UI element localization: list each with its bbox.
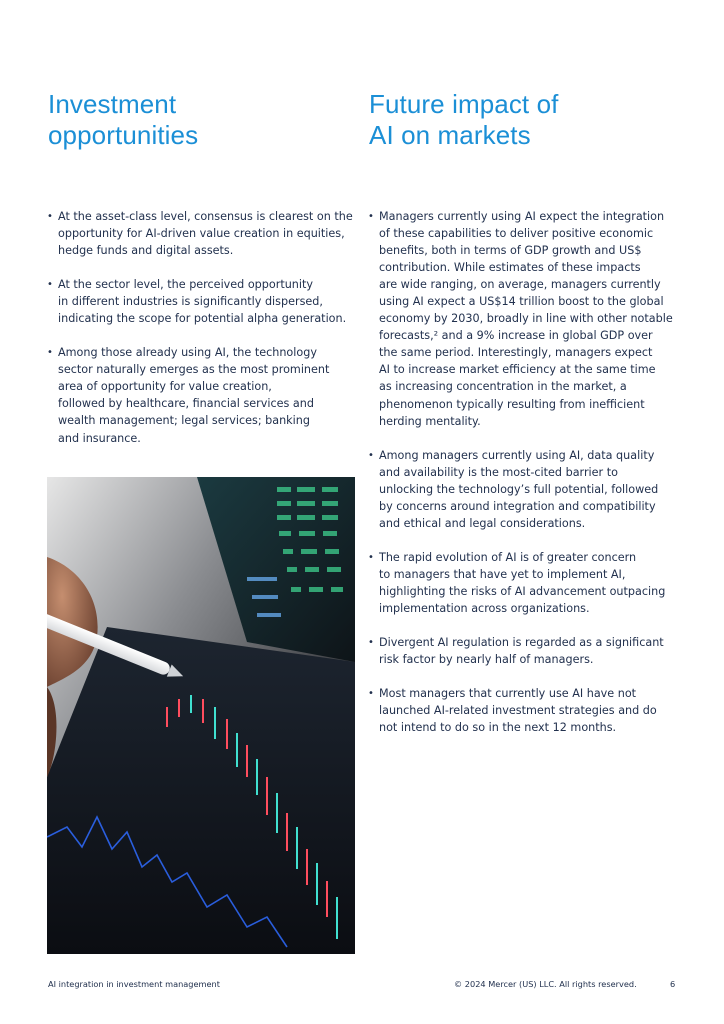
bullet-icon: •	[47, 347, 53, 359]
investment-opportunities-list	[47, 208, 357, 464]
list-item: • At the sector level, the perceived opportunity in different industries is significantly dispersed, indicating the scope for potential alpha generation.	[47, 278, 347, 326]
trading-tablet-photo	[47, 477, 355, 954]
list-item: • Most managers that currently use AI have not launched AI-related investment strategies and do not intend to do so in the next 12 months.	[368, 687, 657, 735]
list-item: • Among managers currently using AI, data quality and availability is the most-cited barrier to unlocking the technology’s full potential, followed by concerns around integration and compatibility and ethical and legal considerations.	[368, 448, 659, 530]
bullet-icon: •	[368, 449, 374, 461]
bullet-icon: •	[368, 551, 374, 563]
future-impact-list	[368, 208, 680, 753]
bullet-icon: •	[47, 211, 53, 222]
footer-document-title: AI integration in investment management	[48, 979, 220, 989]
bullet-icon: •	[368, 688, 374, 700]
left-section-heading: Investment opportunities	[48, 89, 199, 150]
footer-copyright: © 2024 Mercer (US) LLC. All rights reserved.	[454, 979, 637, 989]
bullet-icon: •	[368, 637, 374, 649]
list-item: • Divergent AI regulation is regarded as a significant risk factor by nearly half of managers.	[368, 636, 664, 667]
list-item: • At the asset-class level, consensus is clearest on the opportunity for AI-driven value creation in equities, hedge funds and digital assets.	[47, 210, 353, 258]
bullet-icon: •	[47, 279, 53, 291]
list-item: • The rapid evolution of AI is of greater concern to managers that have yet to implement AI, highlighting the risks of AI advancement outpacing implementation across organizations.	[368, 550, 666, 615]
bullet-icon: •	[368, 211, 374, 222]
list-item: • Managers currently using AI expect the integration of these capabilities to deliver positive economic benefits, both in terms of GDP growth and US$ contribution. While estimates of these impacts are wide ranging, on average, managers currently using AI expect a US$14 trillion boost to the global economy by 2030, broadly in line with other notable forecasts,² and a 9% increase in global GDP over the same period. Interestingly, managers expect AI to increase market efficiency at the same time as increasing concentration in the market, a phenomenon typically resulting from inefficient herding mentality.	[368, 210, 673, 428]
trading-tablet-illustration	[47, 477, 355, 954]
list-item: • Among those already using AI, the technology sector naturally emerges as the most prominent area of opportunity for value creation, followed by healthcare, financial services and wealth management; legal services; banking and insurance.	[47, 346, 330, 445]
page-number: 6	[670, 979, 676, 989]
right-section-heading: Future impact of AI on markets	[369, 89, 559, 150]
